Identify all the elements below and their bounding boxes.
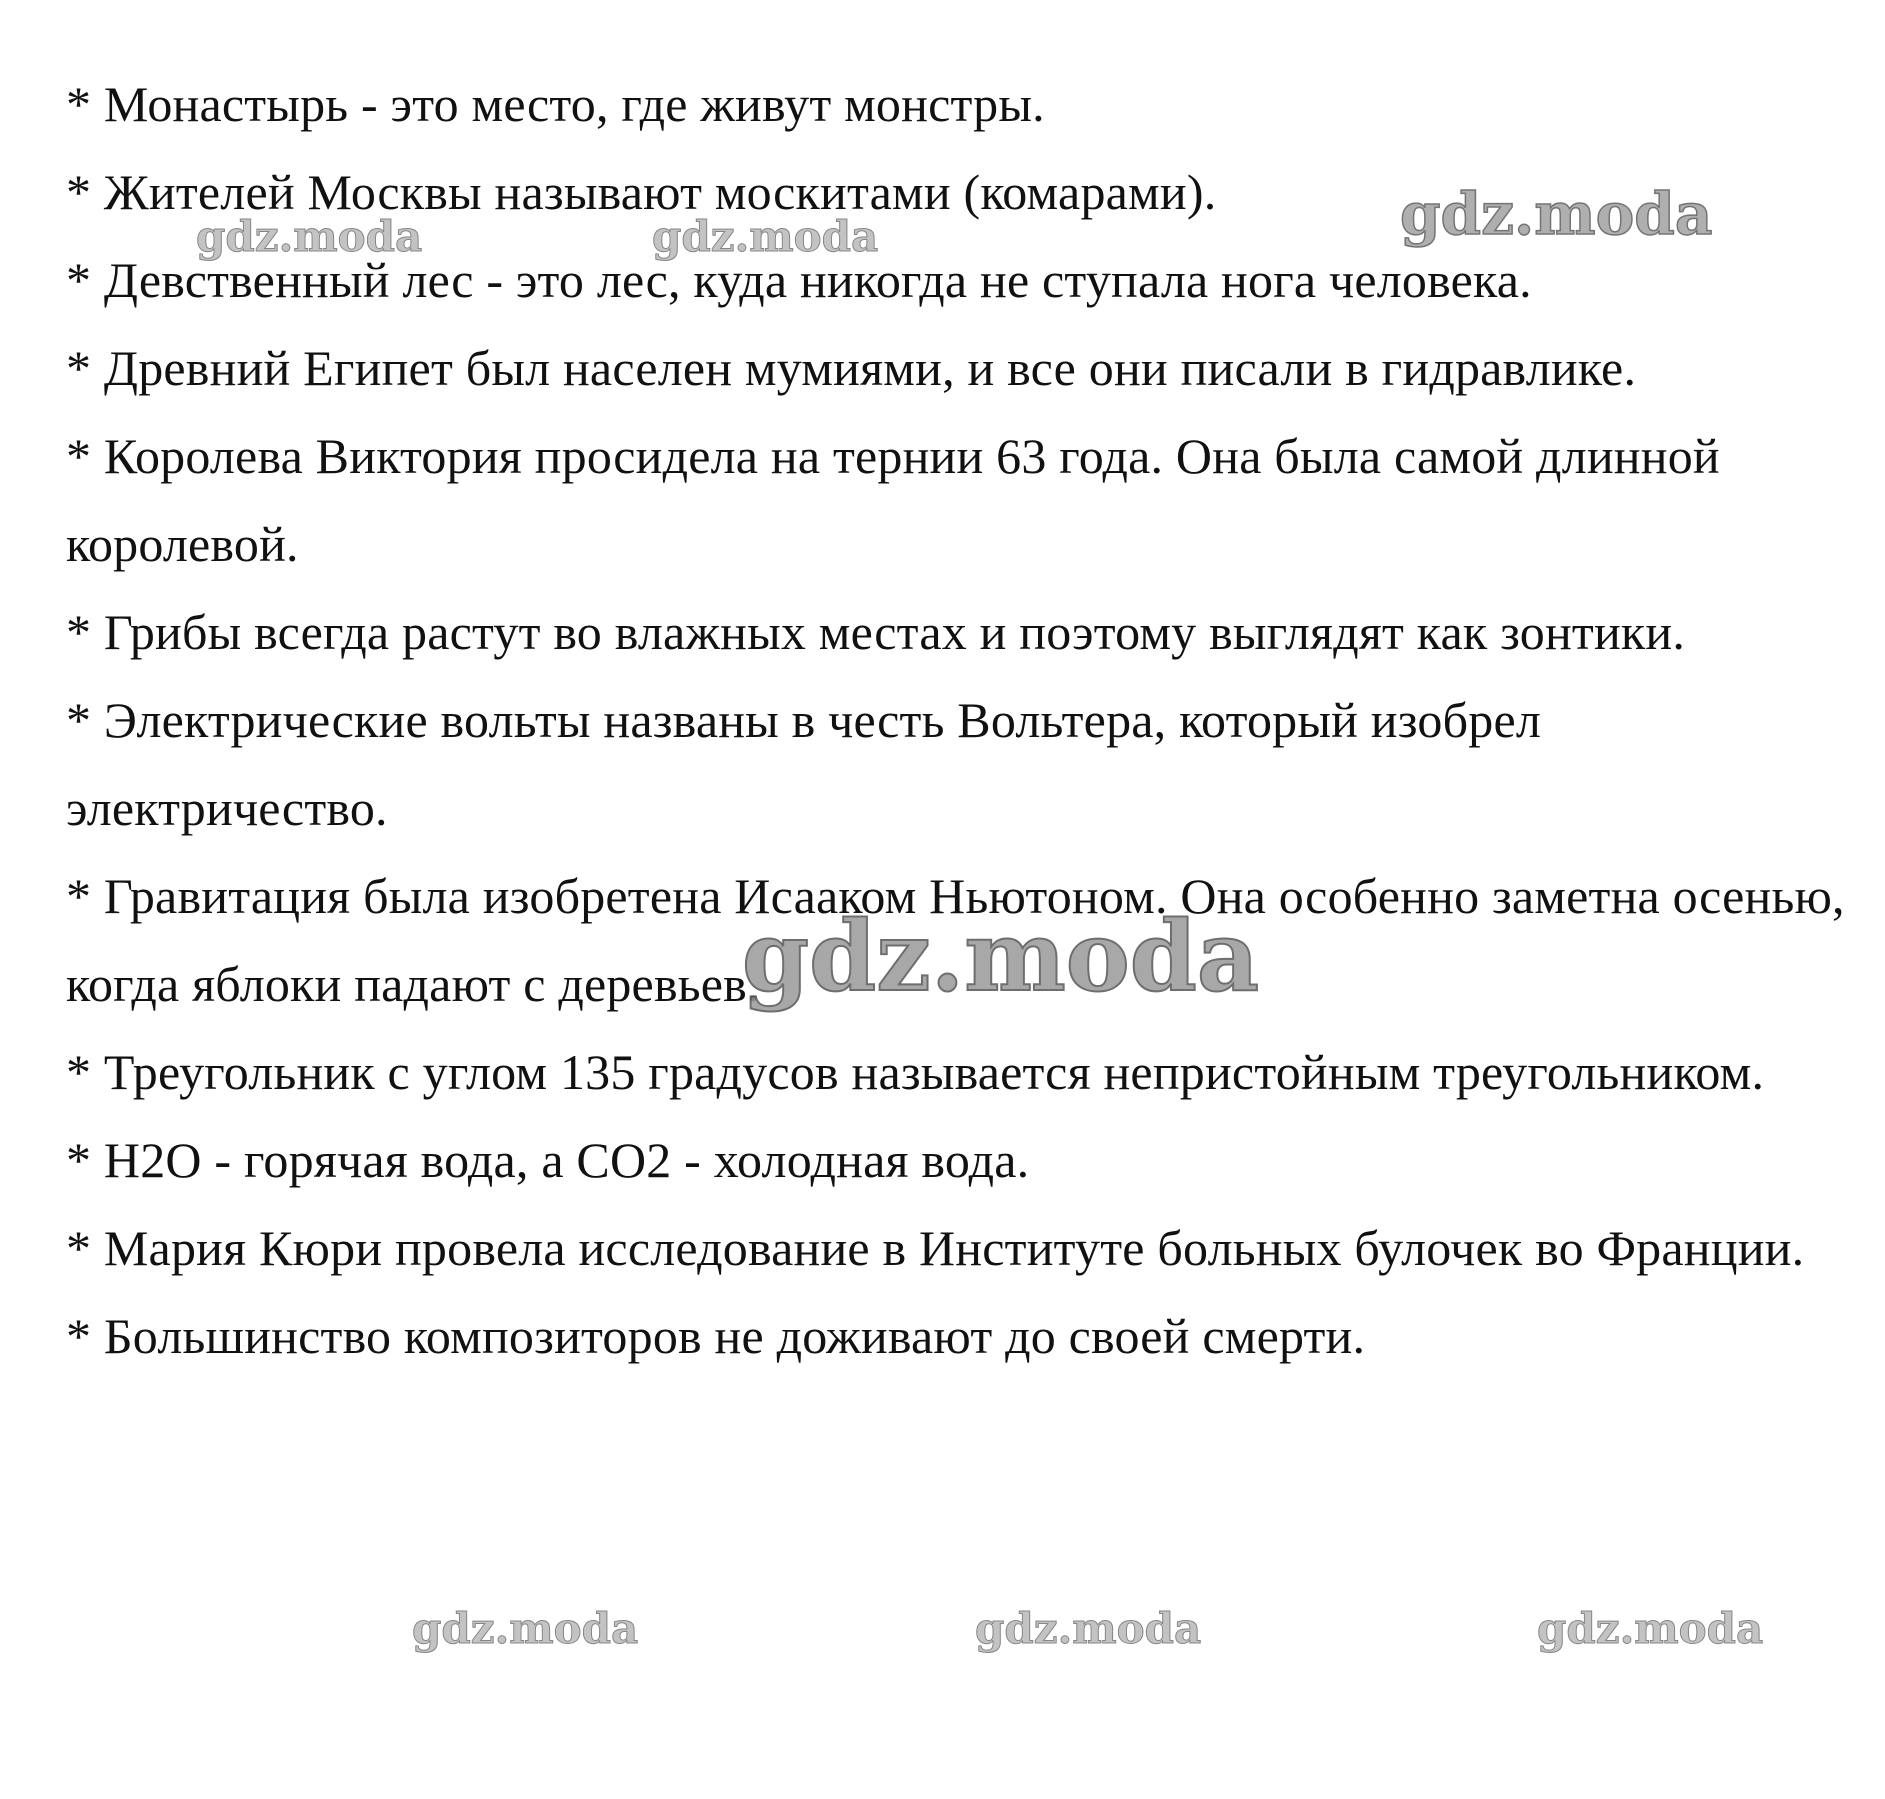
list-item: * Электрические вольты названы в честь Вольтера, который изобрел электричество.: [66, 692, 1542, 836]
list-item: * Мария Кюри провела исследование в Институте больных булочек во Франции.: [66, 1220, 1805, 1276]
list-item: * Монастырь - это место, где живут монстры.: [66, 76, 1045, 132]
watermark: gdz.moda: [412, 1604, 639, 1653]
list-item: * Жителей Москвы называют москитами (комарами).: [66, 164, 1217, 220]
watermark: gdz.moda: [652, 212, 879, 261]
list-item: * Треугольник с углом 135 градусов называется непристойным треугольником.: [66, 1044, 1765, 1100]
list-item: * H2O - горячая вода, а CO2 - холодная вода.: [66, 1132, 1030, 1188]
list-item: * Девственный лес - это лес, куда никогда не ступала нога человека.: [66, 252, 1532, 308]
watermark: gdz.moda: [975, 1604, 1202, 1653]
list-item: * Гравитация была изобретена Исааком Ньютоном. Она особенно заметна осенью, когда яблоки падают с деревьев.: [66, 868, 1845, 1012]
watermark: gdz.moda: [196, 212, 423, 261]
watermark: gdz.moda: [1400, 180, 1713, 248]
list-item: * Большинство композиторов не доживают до своей смерти.: [66, 1308, 1366, 1364]
watermark: gdz.moda: [1537, 1604, 1764, 1653]
list-item: * Грибы всегда растут во влажных местах и поэтому выглядят как зонтики.: [66, 604, 1686, 660]
list-item: * Королева Виктория просидела на тернии 63 года. Она была самой длинной королевой.: [66, 428, 1720, 572]
watermark: gdz.moda: [742, 900, 1260, 1013]
list-item: * Древний Египет был населен мумиями, и все они писали в гидравлике.: [66, 340, 1637, 396]
